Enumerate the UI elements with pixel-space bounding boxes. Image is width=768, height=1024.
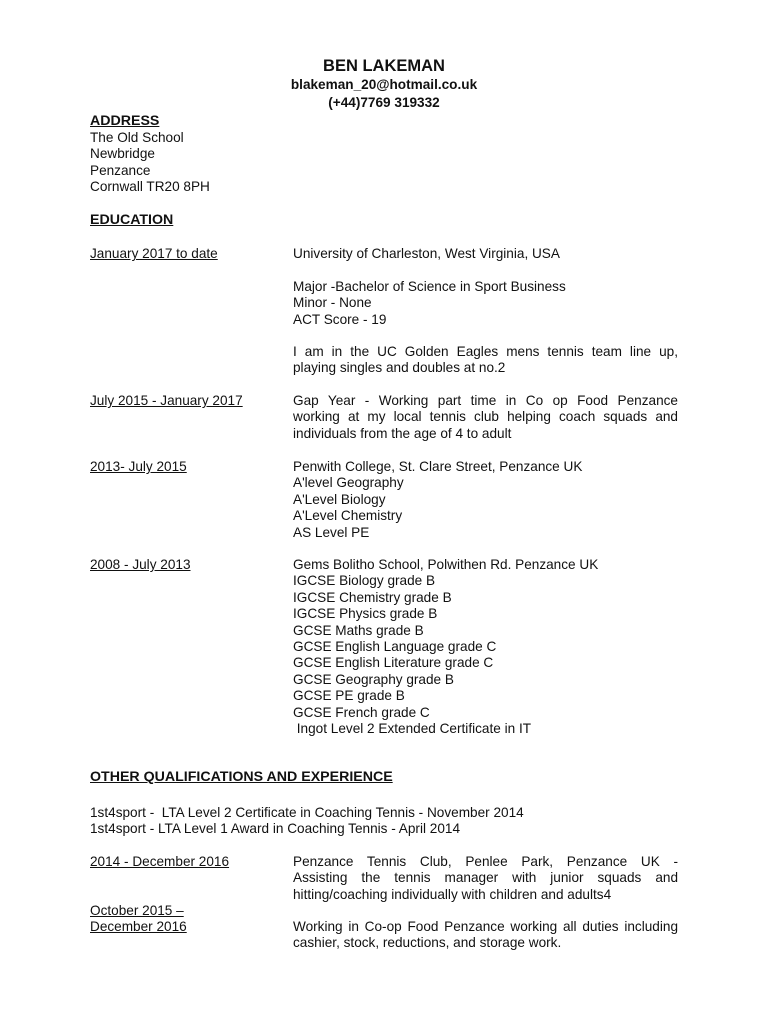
certificate-line: 1st4sport - LTA Level 2 Certificate in Coaching Tennis - November 2014 <box>90 805 524 820</box>
education-date: July 2015 - January 2017 <box>90 393 243 408</box>
experience-date: 2014 - December 2016 <box>90 854 230 869</box>
paragraph-line: Assisting the tennis manager with junior squads and <box>293 870 678 886</box>
education-details <box>293 459 678 541</box>
education-detail-line: GCSE English Literature grade C <box>293 655 494 671</box>
experience-paragraph <box>293 919 678 952</box>
paragraph-line: working at my local tennis club helping coach squads and <box>293 409 678 425</box>
paragraph-line: hitting/coaching individually with children and adults4 <box>293 886 612 902</box>
education-details <box>293 557 678 737</box>
address-heading: ADDRESS <box>90 113 160 129</box>
education-detail-line: Minor - None <box>293 295 372 311</box>
education-date: January 2017 to date <box>90 246 218 261</box>
experience-date <box>90 903 187 936</box>
paragraph-line: Penzance Tennis Club, Penlee Park, Penzance UK - <box>293 854 678 869</box>
education-detail-line: GCSE Maths grade B <box>293 622 424 638</box>
address-block <box>90 130 210 196</box>
education-institution: University of Charleston, West Virginia, USA <box>293 246 560 261</box>
certificates-list <box>90 805 524 838</box>
education-detail-line: IGCSE Biology grade B <box>293 573 436 589</box>
other-qualifications-heading: OTHER QUALIFICATIONS AND EXPERIENCE <box>90 769 393 785</box>
education-detail-line: Ingot Level 2 Extended Certificate in IT <box>293 721 532 737</box>
education-paragraph <box>293 393 678 442</box>
paragraph-line: Gap Year - Working part time in Co op Food Penzance <box>293 393 678 408</box>
paragraph-line: playing singles and doubles at no.2 <box>293 360 506 376</box>
education-detail-line: Major -Bachelor of Science in Sport Business <box>293 279 566 294</box>
education-detail-line: AS Level PE <box>293 524 370 540</box>
paragraph-line: Working in Co-op Food Penzance working all duties including <box>293 919 678 934</box>
education-detail-line: GCSE PE grade B <box>293 688 405 704</box>
education-detail-line: A'level Geography <box>293 475 404 491</box>
certificate-line: 1st4sport - LTA Level 1 Award in Coaching Tennis - April 2014 <box>90 821 461 837</box>
paragraph-line: I am in the UC Golden Eagles mens tennis team line up, <box>293 344 678 359</box>
education-detail-line: IGCSE Physics grade B <box>293 606 438 622</box>
education-detail-line: GCSE English Language grade C <box>293 639 497 655</box>
education-details <box>293 279 678 328</box>
email-address: blakeman_20@hotmail.co.uk <box>290 77 478 92</box>
education-date: 2008 - July 2013 <box>90 557 191 572</box>
experience-date-line: October 2015 – <box>90 903 184 918</box>
education-detail-line: ACT Score - 19 <box>293 311 387 327</box>
education-detail-line: GCSE Geography grade B <box>293 671 454 687</box>
experience-date-line: December 2016 <box>90 919 187 935</box>
phone-number: (+44)7769 319332 <box>328 95 440 110</box>
education-date: 2013- July 2015 <box>90 459 187 474</box>
education-detail-line: IGCSE Chemistry grade B <box>293 589 452 605</box>
education-detail-line: A'Level Biology <box>293 491 386 507</box>
education-detail-line: Gems Bolitho School, Polwithen Rd. Penzance UK <box>293 557 599 572</box>
candidate-name: BEN LAKEMAN <box>323 57 445 75</box>
address-line: Newbridge <box>90 146 155 162</box>
education-detail-line: Penwith College, St. Clare Street, Penzance UK <box>293 459 583 474</box>
education-detail-line: A'Level Chemistry <box>293 508 403 524</box>
address-line: Cornwall TR20 8PH <box>90 179 210 195</box>
address-line: The Old School <box>90 130 184 145</box>
paragraph-line: cashier, stock, reductions, and storage work. <box>293 935 562 951</box>
education-paragraph <box>293 344 678 377</box>
address-line: Penzance <box>90 162 151 178</box>
paragraph-line: individuals from the age of 4 to adult <box>293 425 512 441</box>
education-heading: EDUCATION <box>90 212 174 228</box>
experience-paragraph <box>293 854 678 903</box>
education-detail-line: GCSE French grade C <box>293 704 430 720</box>
